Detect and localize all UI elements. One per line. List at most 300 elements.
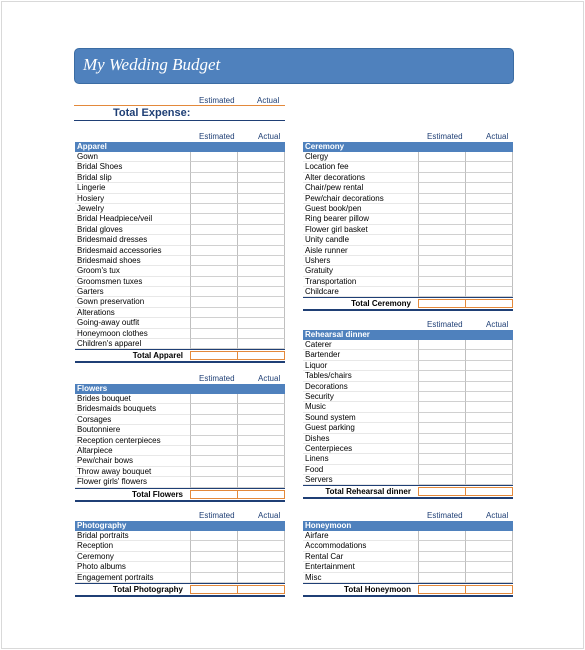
estimated-header: Estimated bbox=[427, 511, 463, 520]
estimated-cell[interactable] bbox=[418, 204, 466, 214]
budget-row bbox=[303, 194, 513, 204]
item-label: Going-away outfit bbox=[77, 318, 140, 328]
top-estimated-header: Estimated bbox=[199, 96, 235, 105]
total-expense-label: Total Expense: bbox=[113, 107, 191, 119]
total-label: Total Apparel bbox=[132, 351, 183, 361]
estimated-cell[interactable] bbox=[190, 194, 238, 204]
actual-cell[interactable] bbox=[466, 465, 513, 475]
budget-row bbox=[303, 173, 513, 183]
estimated-cell[interactable] bbox=[418, 350, 466, 360]
item-label: Children's apparel bbox=[77, 339, 142, 349]
item-label: Bridal gloves bbox=[77, 224, 123, 234]
actual-cell[interactable] bbox=[238, 318, 285, 328]
budget-row bbox=[75, 287, 285, 297]
section-title: Flowers bbox=[75, 384, 285, 394]
estimated-cell[interactable] bbox=[190, 318, 238, 328]
item-label: Garters bbox=[77, 287, 104, 297]
estimated-cell[interactable] bbox=[418, 277, 466, 287]
budget-row bbox=[75, 415, 285, 425]
total-estimated-cell[interactable] bbox=[190, 490, 238, 499]
budget-row bbox=[303, 552, 513, 562]
actual-cell[interactable] bbox=[466, 266, 513, 276]
budget-row bbox=[75, 162, 285, 172]
estimated-cell[interactable] bbox=[190, 287, 238, 297]
budget-row bbox=[75, 246, 285, 256]
actual-cell[interactable] bbox=[238, 339, 285, 349]
budget-row bbox=[75, 477, 285, 487]
budget-row bbox=[75, 456, 285, 466]
budget-row bbox=[75, 467, 285, 477]
budget-row bbox=[303, 256, 513, 266]
estimated-cell[interactable] bbox=[418, 235, 466, 245]
actual-cell[interactable] bbox=[466, 402, 513, 412]
estimated-cell[interactable] bbox=[418, 225, 466, 235]
actual-cell[interactable] bbox=[466, 541, 513, 551]
item-label: Guest parking bbox=[305, 423, 355, 433]
budget-row bbox=[303, 246, 513, 256]
title-banner bbox=[74, 48, 514, 84]
item-label: Bridesmaid shoes bbox=[77, 255, 141, 265]
budget-row bbox=[303, 454, 513, 464]
actual-cell[interactable] bbox=[466, 531, 513, 541]
estimated-cell[interactable] bbox=[418, 444, 466, 454]
estimated-cell[interactable] bbox=[418, 392, 466, 402]
estimated-cell[interactable] bbox=[418, 361, 466, 371]
item-label: Linens bbox=[305, 454, 329, 464]
actual-cell[interactable] bbox=[466, 173, 513, 183]
total-actual-cell[interactable] bbox=[238, 351, 285, 360]
actual-cell[interactable] bbox=[238, 225, 285, 235]
estimated-cell[interactable] bbox=[418, 475, 466, 485]
actual-cell[interactable] bbox=[238, 467, 285, 477]
estimated-cell[interactable] bbox=[418, 162, 466, 172]
section-apparel bbox=[75, 132, 285, 363]
budget-row bbox=[75, 225, 285, 235]
total-estimated-cell[interactable] bbox=[190, 585, 238, 594]
item-label: Centerpieces bbox=[305, 443, 353, 453]
budget-row bbox=[303, 277, 513, 287]
item-label: Transportation bbox=[305, 276, 357, 286]
actual-cell[interactable] bbox=[466, 382, 513, 392]
actual-cell[interactable] bbox=[466, 194, 513, 204]
actual-cell[interactable] bbox=[466, 475, 513, 485]
item-label: Reception centerpieces bbox=[77, 435, 161, 445]
actual-cell[interactable] bbox=[466, 225, 513, 235]
budget-row bbox=[303, 402, 513, 412]
estimated-cell[interactable] bbox=[418, 183, 466, 193]
budget-row bbox=[303, 392, 513, 402]
actual-cell[interactable] bbox=[238, 573, 285, 583]
item-label: Servers bbox=[305, 475, 333, 485]
budget-row bbox=[75, 204, 285, 214]
section-photography bbox=[75, 511, 285, 597]
total-label: Total Photography bbox=[112, 584, 183, 594]
item-label: Aisle runner bbox=[305, 245, 348, 255]
total-actual-cell[interactable] bbox=[466, 487, 513, 496]
section-column-headers bbox=[75, 374, 285, 384]
actual-cell[interactable] bbox=[238, 404, 285, 414]
budget-row bbox=[75, 446, 285, 456]
estimated-cell[interactable] bbox=[418, 371, 466, 381]
total-estimated-cell[interactable] bbox=[418, 299, 466, 308]
budget-row bbox=[75, 394, 285, 404]
estimated-cell[interactable] bbox=[190, 404, 238, 414]
total-row bbox=[75, 488, 285, 502]
actual-cell[interactable] bbox=[238, 415, 285, 425]
actual-cell[interactable] bbox=[466, 454, 513, 464]
budget-row bbox=[75, 425, 285, 435]
estimated-cell[interactable] bbox=[190, 214, 238, 224]
actual-cell[interactable] bbox=[466, 361, 513, 371]
actual-cell[interactable] bbox=[238, 446, 285, 456]
total-label: Total Flowers bbox=[132, 489, 183, 499]
estimated-cell[interactable] bbox=[418, 423, 466, 433]
estimated-cell[interactable] bbox=[190, 446, 238, 456]
estimated-cell[interactable] bbox=[190, 425, 238, 435]
item-label: Brides bouquet bbox=[77, 394, 131, 403]
estimated-cell[interactable] bbox=[418, 573, 466, 583]
estimated-cell[interactable] bbox=[190, 152, 238, 162]
actual-cell[interactable] bbox=[466, 552, 513, 562]
budget-row bbox=[75, 552, 285, 562]
total-actual-cell[interactable] bbox=[466, 585, 513, 594]
actual-cell[interactable] bbox=[238, 552, 285, 562]
total-actual-cell[interactable] bbox=[238, 490, 285, 499]
item-label: Accommodations bbox=[305, 541, 367, 551]
estimated-cell[interactable] bbox=[418, 256, 466, 266]
estimated-cell[interactable] bbox=[190, 256, 238, 266]
budget-row bbox=[303, 204, 513, 214]
actual-cell[interactable] bbox=[238, 436, 285, 446]
budget-row bbox=[303, 340, 513, 350]
item-label: Engagement portraits bbox=[77, 572, 154, 582]
actual-cell[interactable] bbox=[238, 152, 285, 162]
actual-cell[interactable] bbox=[238, 425, 285, 435]
item-label: Pew/chair bows bbox=[77, 456, 134, 466]
item-label: Flower girl basket bbox=[305, 224, 368, 234]
actual-cell[interactable] bbox=[466, 152, 513, 162]
budget-row bbox=[75, 308, 285, 318]
actual-cell[interactable] bbox=[238, 277, 285, 287]
actual-cell[interactable] bbox=[466, 277, 513, 287]
actual-cell[interactable] bbox=[238, 183, 285, 193]
estimated-cell[interactable] bbox=[418, 465, 466, 475]
estimated-cell[interactable] bbox=[190, 552, 238, 562]
estimated-header: Estimated bbox=[199, 132, 235, 141]
total-row bbox=[303, 485, 513, 499]
actual-cell[interactable] bbox=[466, 235, 513, 245]
section-honeymoon bbox=[303, 511, 513, 597]
item-label: Chair/pew rental bbox=[305, 183, 364, 193]
actual-cell[interactable] bbox=[466, 350, 513, 360]
estimated-header: Estimated bbox=[427, 132, 463, 141]
actual-cell[interactable] bbox=[238, 194, 285, 204]
budget-row bbox=[303, 434, 513, 444]
actual-cell[interactable] bbox=[466, 204, 513, 214]
budget-row bbox=[303, 350, 513, 360]
actual-cell[interactable] bbox=[466, 392, 513, 402]
estimated-cell[interactable] bbox=[418, 194, 466, 204]
item-label: Misc bbox=[305, 572, 322, 582]
actual-cell[interactable] bbox=[238, 477, 285, 487]
actual-cell[interactable] bbox=[238, 329, 285, 339]
item-label: Clergy bbox=[305, 152, 329, 161]
estimated-cell[interactable] bbox=[418, 173, 466, 183]
actual-cell[interactable] bbox=[466, 214, 513, 224]
budget-row bbox=[75, 256, 285, 266]
estimated-cell[interactable] bbox=[190, 456, 238, 466]
item-label: Corsages bbox=[77, 414, 112, 424]
budget-row bbox=[75, 339, 285, 349]
item-label: Security bbox=[305, 391, 334, 401]
actual-header: Actual bbox=[486, 511, 509, 520]
budget-row bbox=[75, 562, 285, 572]
item-label: Boutonniere bbox=[77, 425, 121, 435]
estimated-cell[interactable] bbox=[418, 454, 466, 464]
estimated-cell[interactable] bbox=[190, 573, 238, 583]
section-column-headers bbox=[303, 132, 513, 142]
budget-row bbox=[75, 531, 285, 541]
actual-cell[interactable] bbox=[238, 287, 285, 297]
item-label: Airfare bbox=[305, 531, 329, 540]
actual-cell[interactable] bbox=[238, 214, 285, 224]
estimated-cell[interactable] bbox=[190, 436, 238, 446]
section-title: Apparel bbox=[75, 142, 285, 152]
item-label: Music bbox=[305, 402, 326, 412]
item-label: Rental Car bbox=[305, 551, 344, 561]
budget-row bbox=[75, 329, 285, 339]
estimated-cell[interactable] bbox=[190, 225, 238, 235]
budget-row bbox=[75, 573, 285, 583]
top-actual-header: Actual bbox=[257, 96, 280, 105]
actual-cell[interactable] bbox=[238, 531, 285, 541]
budget-row bbox=[75, 194, 285, 204]
section-flowers bbox=[75, 374, 285, 502]
estimated-cell[interactable] bbox=[190, 477, 238, 487]
budget-row bbox=[75, 266, 285, 276]
budget-row bbox=[303, 235, 513, 245]
actual-cell[interactable] bbox=[238, 204, 285, 214]
budget-row bbox=[75, 541, 285, 551]
item-label: Tables/chairs bbox=[305, 371, 352, 381]
estimated-cell[interactable] bbox=[418, 562, 466, 572]
estimated-cell[interactable] bbox=[190, 339, 238, 349]
actual-cell[interactable] bbox=[466, 413, 513, 423]
item-label: Photo albums bbox=[77, 562, 126, 572]
estimated-cell[interactable] bbox=[190, 266, 238, 276]
budget-row bbox=[303, 413, 513, 423]
budget-row bbox=[303, 475, 513, 485]
actual-cell[interactable] bbox=[466, 434, 513, 444]
item-label: Bridesmaid accessories bbox=[77, 245, 162, 255]
total-estimated-cell[interactable] bbox=[190, 351, 238, 360]
estimated-cell[interactable] bbox=[190, 183, 238, 193]
actual-cell[interactable] bbox=[238, 246, 285, 256]
estimated-cell[interactable] bbox=[190, 235, 238, 245]
actual-header: Actual bbox=[258, 132, 281, 141]
section-title: Photography bbox=[75, 521, 285, 531]
actual-cell[interactable] bbox=[466, 256, 513, 266]
budget-row bbox=[303, 371, 513, 381]
estimated-cell[interactable] bbox=[418, 402, 466, 412]
item-label: Gratuity bbox=[305, 266, 334, 276]
actual-cell[interactable] bbox=[466, 340, 513, 350]
budget-row bbox=[303, 214, 513, 224]
total-row bbox=[303, 297, 513, 311]
budget-row bbox=[75, 235, 285, 245]
actual-cell[interactable] bbox=[238, 308, 285, 318]
section-column-headers bbox=[75, 511, 285, 521]
item-label: Bridesmaids bouquets bbox=[77, 404, 157, 414]
actual-cell[interactable] bbox=[466, 371, 513, 381]
estimated-cell[interactable] bbox=[190, 541, 238, 551]
actual-cell[interactable] bbox=[238, 562, 285, 572]
budget-row bbox=[303, 183, 513, 193]
estimated-cell[interactable] bbox=[418, 434, 466, 444]
item-label: Decorations bbox=[305, 381, 348, 391]
budget-row bbox=[303, 162, 513, 172]
budget-row bbox=[303, 361, 513, 371]
estimated-cell[interactable] bbox=[190, 329, 238, 339]
estimated-cell[interactable] bbox=[418, 214, 466, 224]
estimated-cell[interactable] bbox=[190, 562, 238, 572]
item-label: Childcare bbox=[305, 287, 339, 297]
actual-cell[interactable] bbox=[466, 562, 513, 572]
estimated-cell[interactable] bbox=[418, 413, 466, 423]
item-label: Guest book/pen bbox=[305, 203, 362, 213]
estimated-cell[interactable] bbox=[418, 541, 466, 551]
section-title: Ceremony bbox=[303, 142, 513, 152]
item-label: Ceremony bbox=[77, 551, 114, 561]
estimated-cell[interactable] bbox=[418, 552, 466, 562]
estimated-cell[interactable] bbox=[418, 382, 466, 392]
actual-cell[interactable] bbox=[238, 266, 285, 276]
budget-row bbox=[303, 152, 513, 162]
budget-row bbox=[303, 287, 513, 297]
actual-header: Actual bbox=[486, 132, 509, 141]
estimated-cell[interactable] bbox=[418, 531, 466, 541]
estimated-cell[interactable] bbox=[418, 266, 466, 276]
budget-row bbox=[75, 152, 285, 162]
item-label: Flower girls' flowers bbox=[77, 477, 147, 487]
estimated-cell[interactable] bbox=[190, 204, 238, 214]
item-label: Groomsmen tuxes bbox=[77, 276, 143, 286]
budget-row bbox=[303, 465, 513, 475]
actual-cell[interactable] bbox=[466, 183, 513, 193]
budget-row bbox=[303, 382, 513, 392]
estimated-cell[interactable] bbox=[190, 467, 238, 477]
actual-header: Actual bbox=[486, 320, 509, 329]
estimated-cell[interactable] bbox=[418, 287, 466, 297]
actual-cell[interactable] bbox=[466, 444, 513, 454]
estimated-cell[interactable] bbox=[418, 246, 466, 256]
total-row bbox=[303, 583, 513, 597]
budget-row bbox=[303, 541, 513, 551]
section-ceremony bbox=[303, 132, 513, 311]
estimated-cell[interactable] bbox=[190, 297, 238, 307]
estimated-cell[interactable] bbox=[190, 277, 238, 287]
budget-row bbox=[303, 562, 513, 572]
budget-row bbox=[75, 277, 285, 287]
budget-row bbox=[75, 404, 285, 414]
total-actual-cell[interactable] bbox=[466, 299, 513, 308]
item-label: Pew/chair decorations bbox=[305, 193, 384, 203]
section-rehearsal-dinner bbox=[303, 320, 513, 499]
total-row bbox=[75, 583, 285, 597]
total-label: Total Honeymoon bbox=[344, 584, 411, 594]
item-label: Food bbox=[305, 464, 324, 474]
item-label: Bridal Shoes bbox=[77, 162, 123, 172]
actual-cell[interactable] bbox=[238, 162, 285, 172]
budget-row bbox=[303, 573, 513, 583]
item-label: Lingerie bbox=[77, 183, 106, 193]
estimated-cell[interactable] bbox=[190, 394, 238, 404]
actual-cell[interactable] bbox=[466, 246, 513, 256]
budget-row bbox=[75, 214, 285, 224]
actual-cell[interactable] bbox=[238, 256, 285, 266]
actual-cell[interactable] bbox=[238, 173, 285, 183]
item-label: Sound system bbox=[305, 412, 356, 422]
total-row bbox=[75, 349, 285, 363]
section-column-headers bbox=[75, 132, 285, 142]
actual-cell[interactable] bbox=[466, 162, 513, 172]
actual-header: Actual bbox=[258, 511, 281, 520]
total-label: Total Rehearsal dinner bbox=[325, 487, 411, 497]
budget-row bbox=[75, 436, 285, 446]
estimated-header: Estimated bbox=[199, 374, 235, 383]
total-estimated-cell[interactable] bbox=[418, 487, 466, 496]
item-label: Ring bearer pillow bbox=[305, 214, 370, 224]
actual-cell[interactable] bbox=[466, 423, 513, 433]
estimated-header: Estimated bbox=[427, 320, 463, 329]
estimated-cell[interactable] bbox=[190, 308, 238, 318]
actual-cell[interactable] bbox=[238, 235, 285, 245]
estimated-cell[interactable] bbox=[418, 340, 466, 350]
budget-row bbox=[75, 173, 285, 183]
actual-cell[interactable] bbox=[466, 573, 513, 583]
estimated-cell[interactable] bbox=[190, 162, 238, 172]
budget-row bbox=[303, 444, 513, 454]
section-column-headers bbox=[303, 511, 513, 521]
total-actual-cell[interactable] bbox=[238, 585, 285, 594]
item-label: Ushers bbox=[305, 255, 331, 265]
actual-cell[interactable] bbox=[238, 456, 285, 466]
total-estimated-cell[interactable] bbox=[418, 585, 466, 594]
actual-cell[interactable] bbox=[238, 541, 285, 551]
budget-row bbox=[75, 297, 285, 307]
total-label: Total Ceremony bbox=[351, 299, 411, 309]
item-label: Throw away bouquet bbox=[77, 466, 152, 476]
actual-cell[interactable] bbox=[238, 394, 285, 404]
budget-row bbox=[303, 423, 513, 433]
item-label: Alterations bbox=[77, 307, 115, 317]
actual-cell[interactable] bbox=[238, 297, 285, 307]
item-label: Bartender bbox=[305, 350, 341, 360]
section-title: Honeymoon bbox=[303, 521, 513, 531]
budget-row bbox=[303, 225, 513, 235]
item-label: Alter decorations bbox=[305, 172, 366, 182]
estimated-cell[interactable] bbox=[190, 173, 238, 183]
budget-row bbox=[75, 183, 285, 193]
item-label: Bridesmaid dresses bbox=[77, 235, 148, 245]
estimated-cell[interactable] bbox=[418, 152, 466, 162]
item-label: Gown preservation bbox=[77, 297, 145, 307]
estimated-cell[interactable] bbox=[190, 531, 238, 541]
estimated-cell[interactable] bbox=[190, 415, 238, 425]
actual-cell[interactable] bbox=[466, 287, 513, 297]
item-label: Bridal portraits bbox=[77, 531, 129, 540]
estimated-cell[interactable] bbox=[190, 246, 238, 256]
